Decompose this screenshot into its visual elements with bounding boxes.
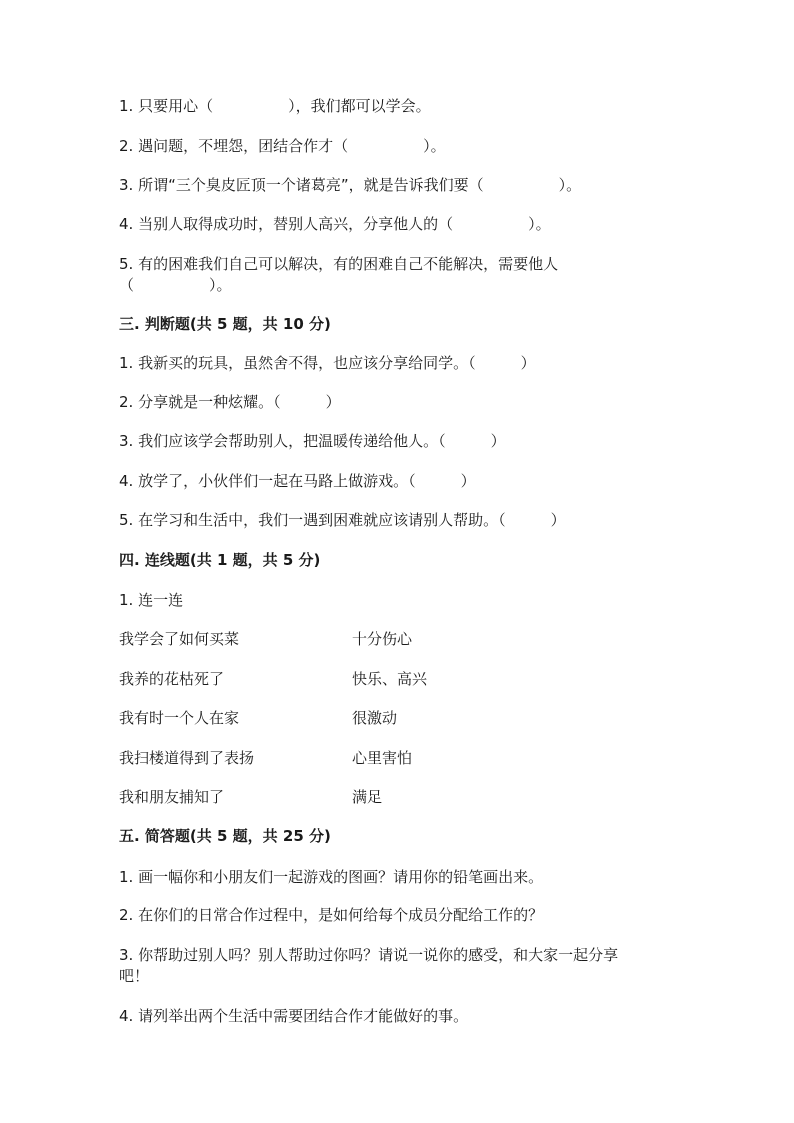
fill-blank-question-2: 2. 遇问题，不埋怨，团结合作才（ ）。 [119,137,446,155]
section-heading-true-false: 三. 判断题(共 5 题，共 10 分) [119,315,331,333]
true-false-question-4: 4. 放学了，小伙伴们一起在马路上做游戏。（ ） [119,472,476,490]
short-answer-question-4: 4. 请列举出两个生活中需要团结合作才能做好的事。 [119,1007,469,1025]
short-answer-question-3: 3. 你帮助过别人吗？别人帮助过你吗？请说一说你的感受，和大家一起分享 [119,946,619,964]
matching-left-item: 我养的花枯死了 [119,670,225,688]
fill-blank-question-5: 5. 有的困难我们自己可以解决，有的困难自己不能解决，需要他人 [119,255,559,273]
short-answer-question-2: 2. 在你们的日常合作过程中，是如何给每个成员分配给工作的？ [119,906,544,924]
true-false-question-2: 2. 分享就是一种炫耀。（ ） [119,393,341,411]
matching-left-item: 我学会了如何买菜 [119,630,240,648]
section-heading-matching: 四. 连线题(共 1 题，共 5 分) [119,551,321,569]
matching-right-item: 十分伤心 [352,630,413,648]
matching-right-item: 很激动 [352,709,398,727]
true-false-question-5: 5. 在学习和生活中，我们一遇到困难就应该请别人帮助。（ ） [119,511,566,529]
fill-blank-question-4: 4. 当别人取得成功时，替别人高兴，分享他人的（ ）。 [119,215,551,233]
matching-left-item: 我和朋友捕知了 [119,788,225,806]
matching-question: 1. 连一连 [119,591,184,609]
matching-right-item: 快乐、高兴 [352,670,428,688]
short-answer-question-3-continued: 吧！ [119,967,150,985]
true-false-question-3: 3. 我们应该学会帮助别人，把温暖传递给他人。（ ） [119,432,506,450]
section-heading-short-answer: 五. 简答题(共 5 题，共 25 分) [119,827,331,845]
short-answer-question-1: 1. 画一幅你和小朋友们一起游戏的图画？请用你的铅笔画出来。 [119,868,544,886]
matching-right-item: 满足 [352,788,383,806]
matching-right-item: 心里害怕 [352,749,413,767]
fill-blank-question-5-continued: （ ）。 [119,276,232,294]
fill-blank-question-3: 3. 所谓“三个臭皮匠顶一个诸葛亮”，就是告诉我们要（ ）。 [119,176,582,194]
matching-left-item: 我扫楼道得到了表扬 [119,749,255,767]
fill-blank-question-1: 1. 只要用心（ ），我们都可以学会。 [119,97,431,115]
true-false-question-1: 1. 我新买的玩具，虽然舍不得，也应该分享给同学。（ ） [119,354,536,372]
matching-left-item: 我有时一个人在家 [119,709,240,727]
